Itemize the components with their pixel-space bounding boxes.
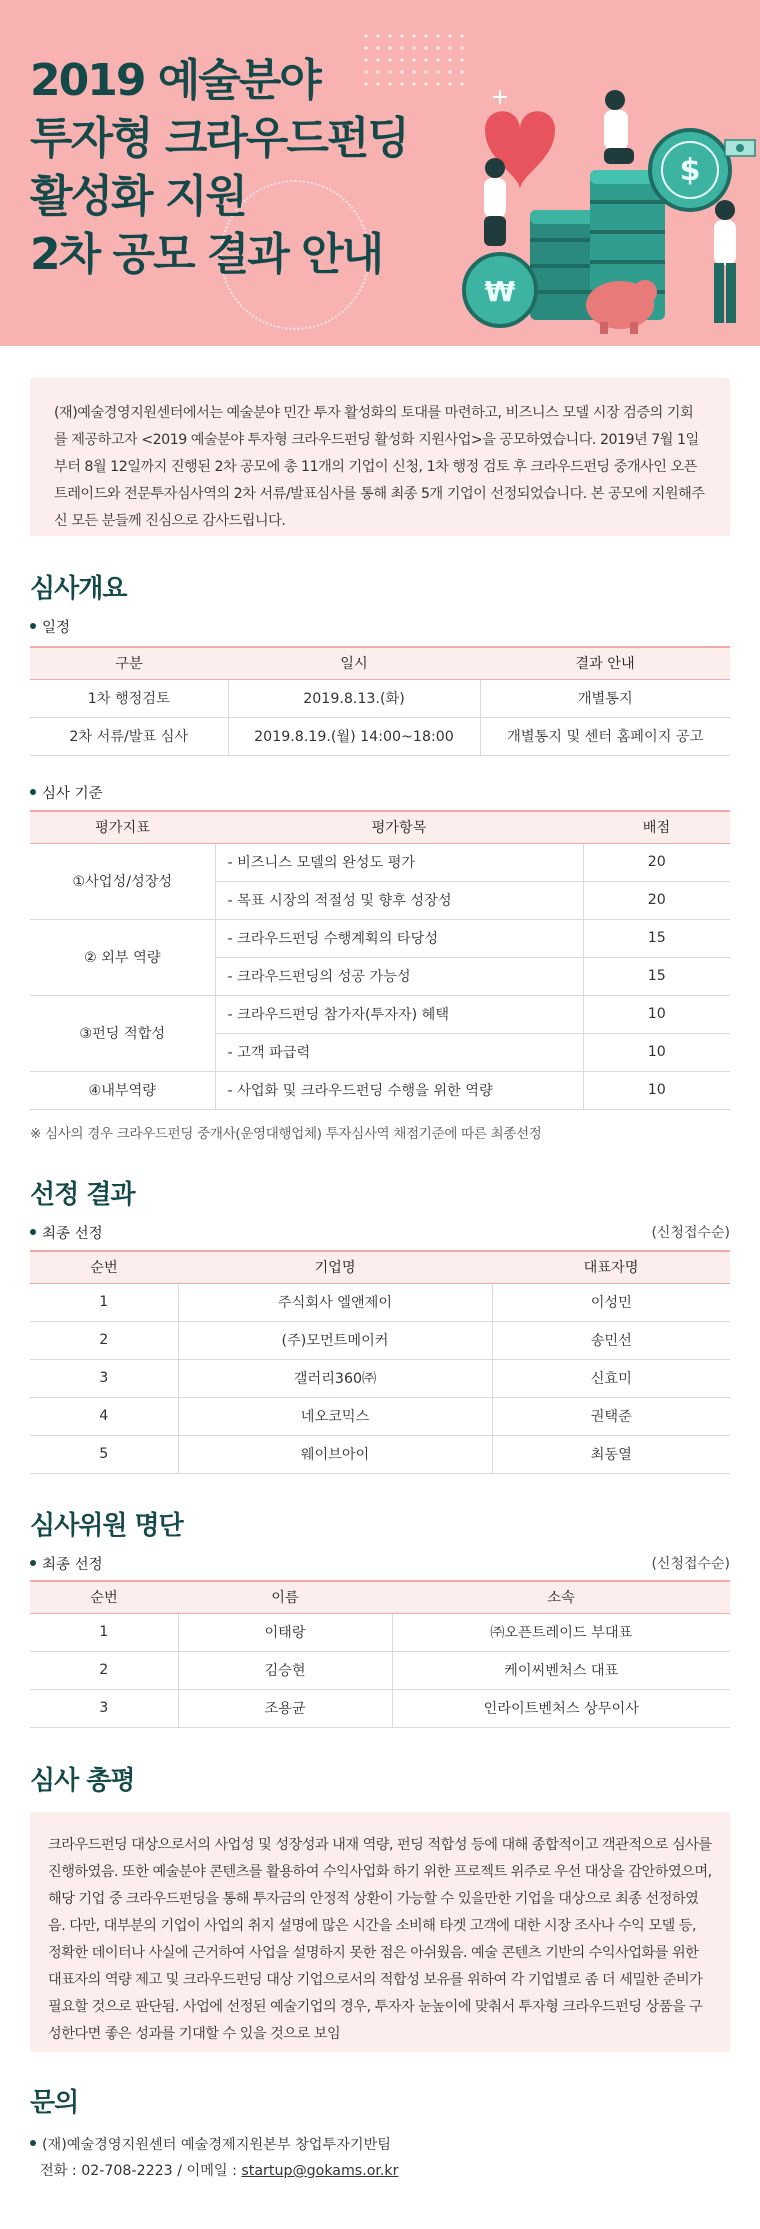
table-cell: 4 <box>30 1397 178 1435</box>
criteria-score: 20 <box>583 843 730 881</box>
person-icon <box>604 90 634 164</box>
table-cell: 개별통지 <box>480 679 730 717</box>
criteria-group: ④내부역량 <box>30 1071 215 1109</box>
table-cell: 김승현 <box>178 1651 392 1689</box>
criteria-score: 10 <box>583 995 730 1033</box>
schedule-table <box>30 646 730 756</box>
table-cell: 주식회사 엘앤제이 <box>178 1283 492 1321</box>
table-cell: 2019.8.13.(화) <box>228 679 480 717</box>
hero-title-line: 투자형 크라우드펀딩 <box>30 113 408 164</box>
table-header: 평가항목 <box>215 811 583 843</box>
contact-details <box>30 2158 398 2184</box>
table-row <box>30 1651 730 1689</box>
criteria-label: 심사 기준 <box>30 782 103 803</box>
criteria-score: 10 <box>583 1071 730 1109</box>
contact-org: (재)예술경영지원센터 예술경제지원본부 창업투자기반팀 <box>30 2132 398 2158</box>
contact-phone: 전화 : 02-708-2223 / 이메일 : <box>40 2163 242 2179</box>
table-row <box>30 1321 730 1359</box>
criteria-group: ② 외부 역량 <box>30 919 215 995</box>
table-header: 순번 <box>30 1581 178 1613</box>
schedule-label: 일정 <box>30 616 70 637</box>
table-cell: 인라이트벤처스 상무이사 <box>392 1689 730 1727</box>
table-cell: 네오코믹스 <box>178 1397 492 1435</box>
criteria-item: - 고객 파급력 <box>215 1033 583 1071</box>
hero-title <box>30 52 470 284</box>
section-title-results: 선정 결과 <box>30 1180 135 1210</box>
table-cell: 1차 행정검토 <box>30 679 228 717</box>
table-cell: 케이씨벤처스 대표 <box>392 1651 730 1689</box>
table-cell: 2차 서류/발표 심사 <box>30 717 228 755</box>
criteria-item: - 크라우드펀딩 참가자(투자자) 혜택 <box>215 995 583 1033</box>
table-row <box>30 717 730 755</box>
table-header: 기업명 <box>178 1251 492 1283</box>
svg-text:₩: ₩ <box>484 275 516 308</box>
criteria-score: 15 <box>583 919 730 957</box>
table-row <box>30 1071 730 1109</box>
hero-title-line: 2차 공모 결과 안내 <box>30 229 383 280</box>
judges-table <box>30 1580 730 1728</box>
table-cell: 이태랑 <box>178 1613 392 1651</box>
criteria-footnote: ※ 심사의 경우 크라우드펀딩 중개사(운영대행업체) 투자심사역 채점기준에 따른 최종선정 <box>30 1126 542 1142</box>
banknote-icon <box>725 140 755 156</box>
criteria-table <box>30 810 730 1110</box>
criteria-group: ③펀딩 적합성 <box>30 995 215 1071</box>
table-cell: 2019.8.19.(월) 14:00~18:00 <box>228 717 480 755</box>
table-header: 평가지표 <box>30 811 215 843</box>
summary-box <box>30 1812 730 2052</box>
person-icon <box>484 158 506 246</box>
section-title-contact: 문의 <box>30 2088 79 2118</box>
criteria-group: ①사업성/성장성 <box>30 843 215 919</box>
table-row <box>30 1397 730 1435</box>
criteria-score: 10 <box>583 1033 730 1071</box>
table-cell: 1 <box>30 1283 178 1321</box>
table-header: 이름 <box>178 1581 392 1613</box>
table-cell: 개별통지 및 센터 홈페이지 공고 <box>480 717 730 755</box>
results-order-note: (신청접수순) <box>651 1225 730 1241</box>
table-header: 소속 <box>392 1581 730 1613</box>
judges-order-note: (신청접수순) <box>651 1556 730 1572</box>
table-row <box>30 679 730 717</box>
table-row <box>30 1689 730 1727</box>
table-cell: 웨이브아이 <box>178 1435 492 1473</box>
table-header: 대표자명 <box>492 1251 730 1283</box>
table-row <box>30 843 730 881</box>
contact-info <box>30 2132 398 2184</box>
won-coin-icon <box>464 254 536 326</box>
table-cell: 이성민 <box>492 1283 730 1321</box>
table-header: 일시 <box>228 647 480 679</box>
table-cell: (주)모먼트메이커 <box>178 1321 492 1359</box>
dollar-coin-icon <box>650 130 730 210</box>
table-cell: 3 <box>30 1689 178 1727</box>
table-cell: 신효미 <box>492 1359 730 1397</box>
criteria-item: - 비즈니스 모델의 완성도 평가 <box>215 843 583 881</box>
table-cell: 5 <box>30 1435 178 1473</box>
hero-banner <box>0 0 760 346</box>
table-header: 결과 안내 <box>480 647 730 679</box>
table-cell: 3 <box>30 1359 178 1397</box>
criteria-item: - 목표 시장의 적절성 및 향후 성장성 <box>215 881 583 919</box>
table-row <box>30 1283 730 1321</box>
table-row <box>30 919 730 957</box>
svg-text:$: $ <box>679 153 701 188</box>
table-header: 배점 <box>583 811 730 843</box>
table-header: 순번 <box>30 1251 178 1283</box>
hero-title-line: 활성화 지원 <box>30 171 246 222</box>
email-link[interactable]: startup@gokams.or.kr <box>241 2163 399 2179</box>
intro-box <box>30 378 730 536</box>
results-label: 최종 선정 <box>30 1222 103 1243</box>
section-title-judges: 심사위원 명단 <box>30 1511 183 1541</box>
hero-title-line: 2019 예술분야 <box>30 55 320 106</box>
piggy-bank-icon <box>586 280 657 334</box>
section-title-overview: 심사개요 <box>30 574 127 604</box>
table-cell: 갤러리360㈜ <box>178 1359 492 1397</box>
table-cell: 조용균 <box>178 1689 392 1727</box>
criteria-score: 20 <box>583 881 730 919</box>
table-row <box>30 1359 730 1397</box>
results-table <box>30 1250 730 1474</box>
intro-text: (재)예술경영지원센터에서는 예술분야 민간 투자 활성화의 토대를 마련하고, 비즈니스 모델 시장 검증의 기회를 제공하고자 <2019 예술분야 투자형 크라우드펀딩 활성화 지원사업>을 공모하였습니다. 2019년 7월 1일부터 8월 12일까지 진행된 2차 공모에 총 11개의 기업이 신청, 1차 행정 검토 후 크라우드펀딩 중개사인 오픈트레이드와 전문투자심사역의 2차 서류/발표심사를 통해 최종 5개 기업이 선정되었습니다. 본 공모에 지원해주신 모든 분들께 진심으로 감사드립니다. <box>54 405 705 529</box>
summary-text: 크라우드펀딩 대상으로서의 사업성 및 성장성과 내재 역량, 펀딩 적합성 등에 대해 종합적이고 객관적으로 심사를 진행하였음. 또한 예술분야 콘텐츠를 활용하여 수익사업화 하기 위한 프로젝트 위주로 우선 대상을 감안하였으며, 해당 기업 중 크라우드펀딩을 통해 투자금의 안정적 상환이 가능할 수 있을만한 기업을 대상으로 최종 선정하였음. 다만, 대부분의 기업이 사업의 취지 설명에 많은 시간을 소비해 타겟 고객에 대한 시장 조사나 수익 모델 등, 정확한 데이터나 사실에 근거하여 사업을 설명하지 못한 점은 아쉬웠음. 예술 콘텐츠 기반의 수익사업화를 위한 대표자의 역량 제고 및 크라우드펀딩 대상 기업으로서의 적합성 보유를 위하여 각 기업별로 좀 더 세밀한 준비가 필요할 것으로 판단됨. 사업에 선정된 예술기업의 경우, 투자자 눈높이에 맞춰서 투자형 크라우드펀딩 상품을 구성한다면 좋은 성과를 기대할 수 있을 것으로 보임 <box>48 1837 712 2042</box>
criteria-score: 15 <box>583 957 730 995</box>
section-title-summary: 심사 총평 <box>30 1766 135 1796</box>
table-cell: 1 <box>30 1613 178 1651</box>
table-row <box>30 995 730 1033</box>
criteria-item: - 사업화 및 크라우드펀딩 수행을 위한 역량 <box>215 1071 583 1109</box>
table-cell: 2 <box>30 1651 178 1689</box>
table-cell: 권택준 <box>492 1397 730 1435</box>
table-cell: ㈜오픈트레이드 부대표 <box>392 1613 730 1651</box>
criteria-item: - 크라우드펀딩 수행계획의 타당성 <box>215 919 583 957</box>
table-row <box>30 1613 730 1651</box>
table-cell: 송민선 <box>492 1321 730 1359</box>
table-cell: 2 <box>30 1321 178 1359</box>
table-row <box>30 1435 730 1473</box>
judges-label: 최종 선정 <box>30 1553 103 1574</box>
table-cell: 최동열 <box>492 1435 730 1473</box>
person-icon <box>714 200 736 323</box>
criteria-item: - 크라우드펀딩의 성공 가능성 <box>215 957 583 995</box>
table-header: 구분 <box>30 647 228 679</box>
crowdfunding-illustration <box>440 60 760 340</box>
